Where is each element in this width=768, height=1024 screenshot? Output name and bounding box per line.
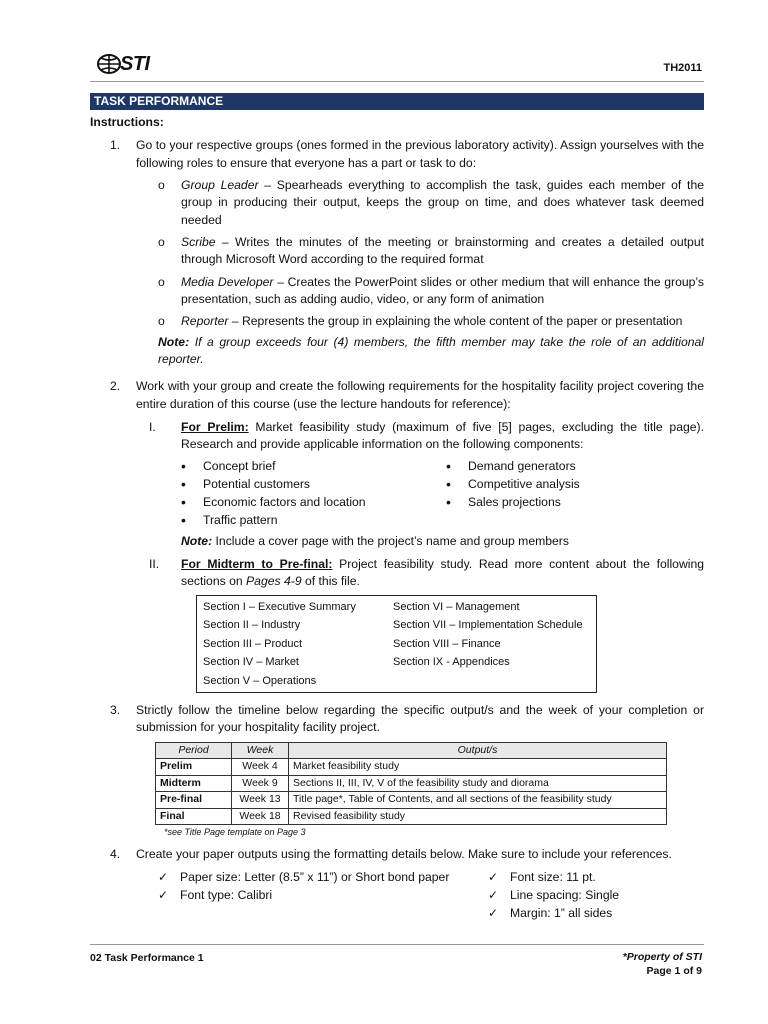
list-marker: o	[158, 274, 165, 289]
item-text: Work with your group and create the following requirements for the hospitality facility project covering the entire duration of this course (use the lecture handouts for reference):	[136, 379, 704, 411]
item-text: Create your paper outputs using the formatting details below. Make sure to include your references.	[136, 846, 672, 861]
role-name: Reporter	[181, 314, 229, 329]
list-marker: o	[158, 314, 165, 329]
table-footnote: *see Title Page template on Page 3	[164, 827, 306, 838]
role-item	[90, 274, 704, 309]
checklist-left	[158, 868, 488, 922]
section-item: Section VI – Management	[393, 600, 520, 613]
table-header-row	[156, 742, 667, 759]
sti-logo	[96, 50, 150, 78]
list-marker: o	[158, 234, 165, 249]
footer-title: 02 Task Performance 1	[90, 952, 204, 964]
note-label: Note:	[158, 334, 190, 349]
column-header: Week	[232, 742, 289, 759]
note-text: If a group exceeds four (4) members, the fifth member may take the role of an additional reporter.	[158, 334, 704, 366]
page-number: Page 1 of 9	[646, 965, 702, 977]
checklist-right	[488, 868, 688, 922]
page-footer	[90, 944, 704, 977]
week-cell: Week 13	[232, 792, 289, 809]
midterm-text: Project feasibility study. Read more content about the following sections on	[181, 556, 705, 589]
item-number: 2.	[110, 379, 121, 394]
document-body	[90, 93, 704, 922]
document-code: TH2011	[663, 62, 702, 74]
section-banner: TASK PERFORMANCE	[90, 93, 704, 110]
table-row	[156, 775, 667, 792]
roman-number: I.	[149, 419, 156, 434]
role-desc: – Spearheads everything to accomplish the task, guides each member of the group in producing their output, keeps the group on time, and does whatever task deemed needed	[181, 177, 704, 227]
section-item: Section I – Executive Summary	[203, 600, 356, 613]
formatting-checklist	[90, 868, 704, 922]
item-number: 3.	[110, 703, 121, 718]
checklist-item	[488, 886, 688, 904]
checklist-text: Line spacing: Single	[510, 888, 620, 903]
output-cell: Title page*, Table of Contents, and all sections of the feasibility study	[289, 792, 667, 809]
checklist-item	[488, 904, 688, 922]
property-note: *Property of STI	[622, 951, 702, 963]
roles-list	[90, 177, 704, 331]
column-header: Output/s	[289, 742, 667, 759]
check-icon: ✓	[488, 906, 499, 921]
pages-reference: Pages 4-9	[246, 574, 302, 589]
output-cell: Sections II, III, IV, V of the feasibility study and diorama	[289, 775, 667, 792]
page-header	[90, 44, 704, 82]
prelim-note	[90, 533, 704, 550]
checklist-text: Margin: 1” all sides	[510, 906, 613, 921]
role-desc: – Represents the group in explaining the whole content of the paper or presentation	[228, 314, 683, 329]
roles-note	[90, 334, 704, 369]
section-item: Section VII – Implementation Schedule	[393, 619, 583, 632]
prelim-label: For Prelim:	[181, 419, 249, 434]
list-item: • Sales projections	[446, 494, 646, 512]
role-name: Media Developer	[181, 274, 274, 289]
components-list	[90, 458, 704, 530]
check-icon: ✓	[158, 870, 169, 885]
checklist-text: Font type: Calibri	[180, 888, 273, 903]
list-item: • Potential customers	[181, 476, 446, 494]
table-row	[156, 808, 667, 825]
role-item	[90, 234, 704, 269]
item-text: Go to your respective groups (ones formed in the previous laboratory activity). Assign yourselves with the following roles to ensure that everyone has a part or task to do:	[136, 138, 704, 170]
globe-icon	[96, 53, 122, 75]
check-icon: ✓	[488, 888, 499, 903]
list-item: • Competitive analysis	[446, 476, 646, 494]
section-item: Section IV – Market	[203, 656, 299, 669]
note-text: Include a cover page with the project’s name and group members	[212, 533, 569, 548]
period-cell: Prelim	[156, 759, 232, 776]
section-item	[393, 672, 598, 691]
role-name: Group Leader	[181, 177, 259, 192]
checklist-text: Paper size: Letter (8.5” x 11”) or Short bond paper	[180, 870, 450, 885]
instruction-item-1	[90, 137, 704, 172]
checklist-item	[158, 868, 488, 886]
section-item: Section II – Industry	[203, 619, 301, 632]
check-icon: ✓	[488, 870, 499, 885]
midterm-text-end: of this file.	[301, 574, 360, 589]
output-cell: Market feasibility study	[289, 759, 667, 776]
output-cell: Revised feasibility study	[289, 808, 667, 825]
midterm-label: For Midterm to Pre-final:	[181, 556, 333, 571]
role-desc: – Writes the minutes of the meeting or brainstorming and creates a detailed output through Microsoft Word according to the required format	[181, 234, 704, 267]
period-cell: Midterm	[156, 775, 232, 792]
instructions-label: Instructions:	[90, 115, 164, 129]
checklist-text: Font size: 11 pt.	[510, 870, 596, 885]
week-cell: Week 9	[232, 775, 289, 792]
item-number: 1.	[110, 138, 121, 153]
check-icon: ✓	[158, 888, 169, 903]
instruction-item-3	[90, 702, 704, 737]
prelim-requirement	[90, 419, 704, 454]
prelim-text: Market feasibility study (maximum of five [5] pages, excluding the title page). Research and provide applicable information on the following components:	[181, 419, 704, 452]
checklist-item	[488, 868, 688, 886]
role-desc: – Creates the PowerPoint slides or other medium that will enhance the group’s presentation, such as adding audio, video, or any form of animation	[181, 274, 704, 306]
table-row	[156, 792, 667, 809]
item-text: Strictly follow the timeline below regarding the specific output/s and the week of your completion or submission for your hospitality facility project.	[136, 703, 704, 735]
sections-box	[196, 595, 597, 694]
role-item	[90, 313, 704, 330]
column-header: Period	[156, 742, 232, 759]
section-item: Section III – Product	[203, 637, 303, 650]
list-item: • Traffic pattern	[181, 512, 446, 530]
section-item: Section VIII – Finance	[393, 637, 501, 650]
list-item: • Concept brief	[181, 458, 446, 476]
footer-right	[623, 950, 702, 978]
list-item: • Economic factors and location	[181, 494, 446, 512]
section-item: Section V – Operations	[203, 674, 317, 687]
checklist-item	[158, 886, 488, 904]
item-number: 4.	[110, 846, 121, 861]
section-item: Section IX - Appendices	[393, 656, 510, 669]
instruction-item-2	[90, 378, 704, 413]
logo-text: STI	[120, 53, 150, 75]
list-marker: o	[158, 177, 165, 192]
week-cell: Week 18	[232, 808, 289, 825]
note-label: Note:	[181, 533, 213, 548]
midterm-requirement	[90, 556, 704, 591]
list-item: • Demand generators	[446, 458, 646, 476]
role-name: Scribe	[181, 234, 216, 249]
roman-number: II.	[149, 556, 160, 571]
period-cell: Pre-final	[156, 792, 232, 809]
period-cell: Final	[156, 808, 232, 825]
instruction-item-4	[90, 846, 704, 863]
timeline-table	[155, 742, 667, 826]
week-cell: Week 4	[232, 759, 289, 776]
table-row	[156, 759, 667, 776]
role-item	[90, 177, 704, 229]
